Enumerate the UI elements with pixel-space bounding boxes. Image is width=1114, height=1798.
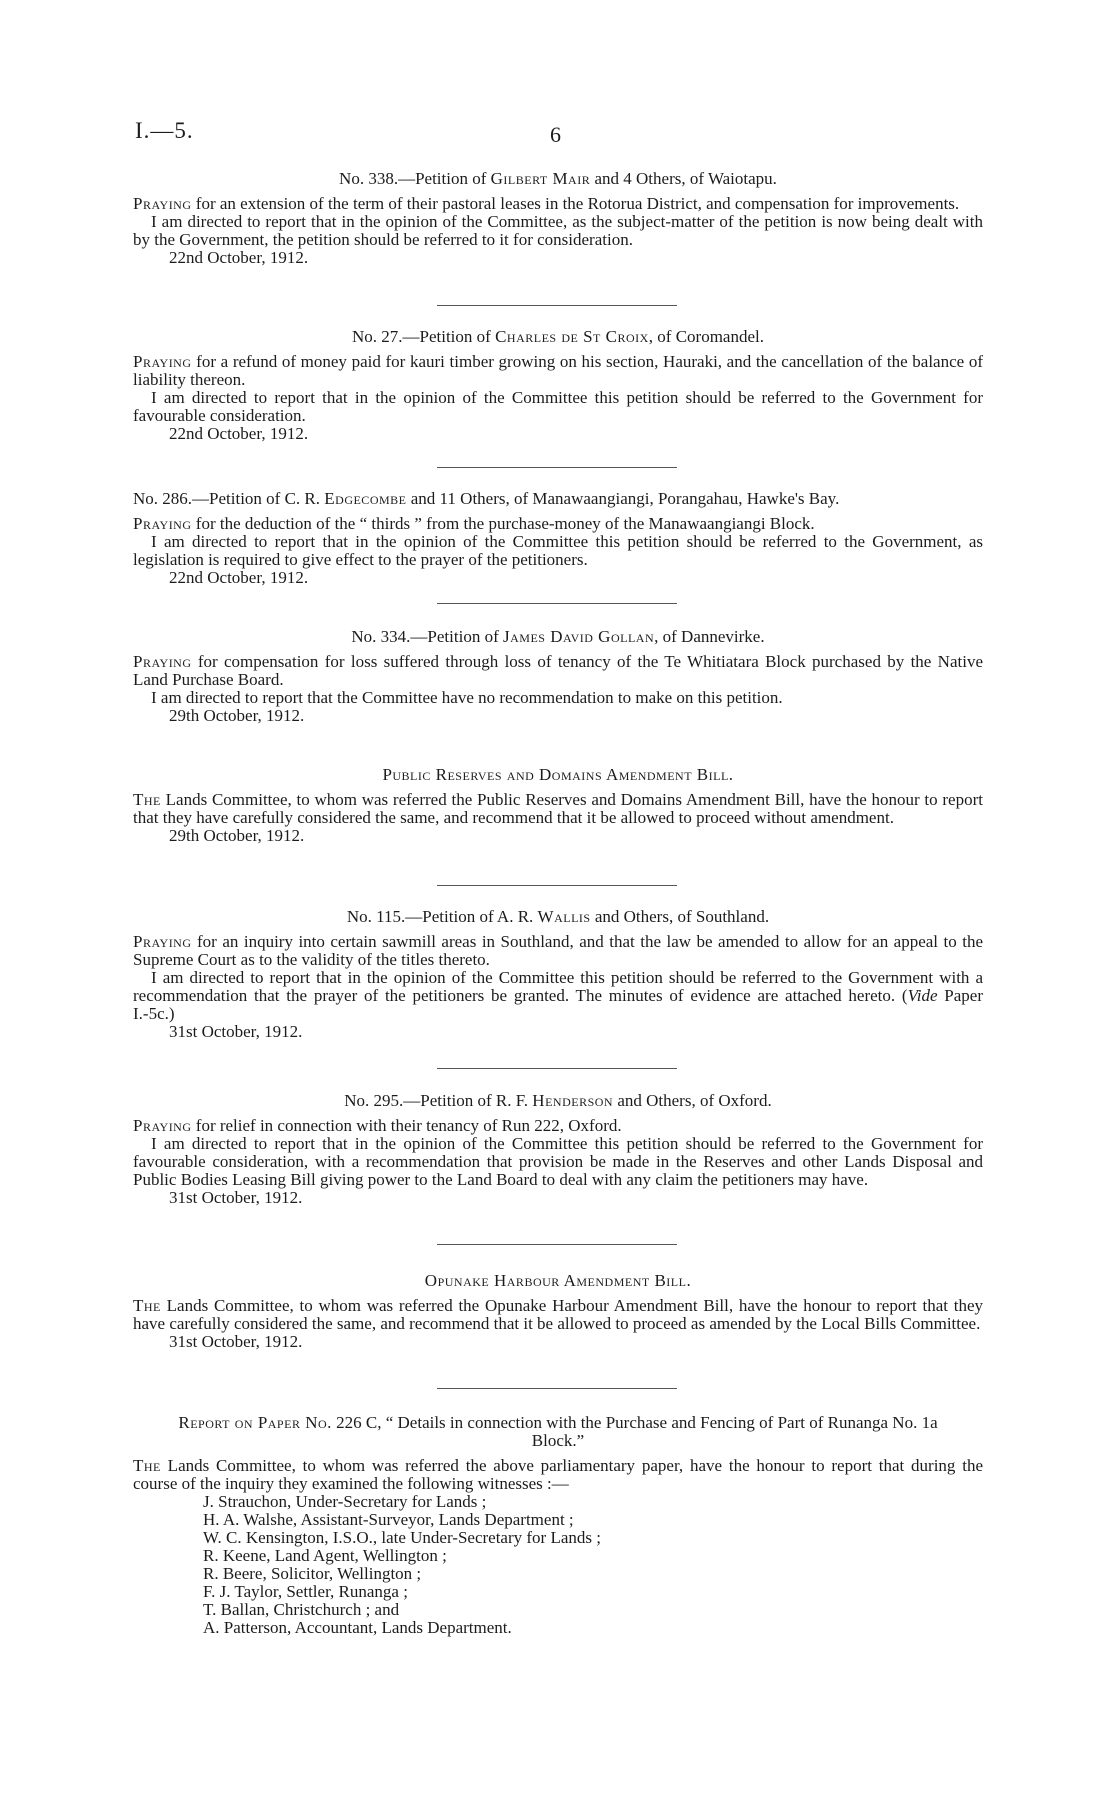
report-paragraph: I am directed to report that in the opinion of the Committee this petition should be referred to the Government for favourable consideration. bbox=[133, 388, 983, 425]
report-date: 22nd October, 1912. bbox=[169, 568, 309, 587]
petition-heading: No. 334.—Petition of James David Gollan, of Dannevirke. bbox=[351, 627, 765, 646]
section-divider bbox=[437, 603, 677, 604]
report-date: 29th October, 1912. bbox=[169, 826, 305, 845]
petitioner-name: Wallis bbox=[537, 907, 591, 926]
bill-report-entry bbox=[133, 1272, 983, 1351]
paper-report-paragraph: The Lands Committee, to whom was referred the above parliamentary paper, have the honour to report that during the course of the inquiry they examined the following witnesses :— bbox=[133, 1456, 983, 1493]
report-paragraph: I am directed to report that in the opinion of the Committee this petition should be referred to the Government for favourable consideration, with a recommendation that provision be made in the Reserves and other Lands Disposal and Public Bodies Leasing Bill giving power to the Land Board to deal with any claim the petitioners may have. bbox=[133, 1134, 983, 1189]
bill-title: Opunake Harbour Amendment Bill. bbox=[424, 1271, 692, 1290]
petition-entry bbox=[133, 328, 983, 443]
witness-item: A. Patterson, Accountant, Lands Department. bbox=[203, 1618, 512, 1637]
petitioner-name: Gilbert Mair bbox=[490, 169, 591, 188]
bill-title: Public Reserves and Domains Amendment Bill. bbox=[382, 765, 734, 784]
section-divider bbox=[437, 1388, 677, 1389]
witness-item: J. Strauchon, Under-Secretary for Lands ; bbox=[203, 1492, 487, 1511]
document-reference: I.—5. bbox=[135, 118, 194, 143]
petition-heading: No. 338.—Petition of Gilbert Mair and 4 Others, of Waiotapu. bbox=[339, 169, 777, 188]
petitioner-name: James David Gollan bbox=[503, 627, 655, 646]
report-paragraph: I am directed to report that in the opinion of the Committee this petition should be referred to the Government with a recommendation that the prayer of the petitioners be granted. The minutes of evidence are attached hereto. (Vide Paper I.-5c.) bbox=[133, 968, 983, 1023]
praying-paragraph: Praying for an extension of the term of their pastoral leases in the Rotorua District, and compensation for improvements. bbox=[133, 194, 960, 213]
praying-paragraph: Praying for a refund of money paid for kauri timber growing on his section, Hauraki, and the cancellation of the balance of liability thereon. bbox=[133, 352, 983, 389]
petition-heading: No. 27.—Petition of Charles de St Croix, of Coromandel. bbox=[351, 327, 764, 346]
report-paragraph: I am directed to report that in the opinion of the Committee this petition should be referred to the Government, as legislation is required to give effect to the prayer of the petitioners. bbox=[133, 532, 983, 569]
report-date: 29th October, 1912. bbox=[169, 706, 305, 725]
report-paragraph: I am directed to report that the Committee have no recommendation to make on this petition. bbox=[151, 688, 783, 707]
report-date: 31st October, 1912. bbox=[169, 1188, 303, 1207]
section-divider bbox=[437, 467, 677, 468]
petitioner-name: Henderson bbox=[532, 1091, 614, 1110]
section-divider bbox=[437, 1244, 677, 1245]
section-divider bbox=[437, 1068, 677, 1069]
praying-paragraph: Praying for compensation for loss suffered through loss of tenancy of the Te Whitiatara Block purchased by the Native Land Purchase Board. bbox=[133, 652, 983, 689]
petition-entry bbox=[133, 170, 983, 267]
bill-report-paragraph: The Lands Committee, to whom was referred the Opunake Harbour Amendment Bill, have the honour to report that they have carefully considered the same, and recommend that it be allowed to proceed as amended by the Local Bills Committee. bbox=[133, 1296, 983, 1333]
section-divider bbox=[437, 885, 677, 886]
praying-paragraph: Praying for an inquiry into certain sawmill areas in Southland, and that the law be amended to allow for an appeal to the Supreme Court as to the validity of the titles thereto. bbox=[133, 932, 983, 969]
petition-entry bbox=[133, 628, 983, 725]
report-date: 22nd October, 1912. bbox=[169, 248, 309, 267]
bill-report-entry bbox=[133, 766, 983, 845]
witness-item: H. A. Walshe, Assistant-Surveyor, Lands Department ; bbox=[203, 1510, 574, 1529]
report-date: 22nd October, 1912. bbox=[169, 424, 309, 443]
bill-report-paragraph: The Lands Committee, to whom was referred the Public Reserves and Domains Amendment Bill, have the honour to report that they have carefully considered the same, and recommend that it be allowed to proceed without amendment. bbox=[133, 790, 983, 827]
petition-heading: No. 115.—Petition of A. R. Wallis and Others, of Southland. bbox=[346, 907, 770, 926]
petition-entry bbox=[133, 490, 983, 587]
petition-heading: No. 286.—Petition of C. R. Edgecombe and 11 Others, of Manawaangiangi, Porangahau, Hawke's Bay. bbox=[133, 489, 840, 508]
witness-item: R. Beere, Solicitor, Wellington ; bbox=[203, 1564, 422, 1583]
section-divider bbox=[437, 305, 677, 306]
report-date: 31st October, 1912. bbox=[169, 1332, 303, 1351]
petitioner-name: Edgecombe bbox=[324, 489, 407, 508]
petitioner-name: Charles de St Croix bbox=[495, 327, 649, 346]
paper-report-title: Report on Paper No. 226 C, “ Details in connection with the Purchase and Fencing of Part of Runanga No. 1a Block.” bbox=[178, 1413, 938, 1450]
page-number: 6 bbox=[550, 122, 561, 147]
petition-entry bbox=[133, 1092, 983, 1207]
petition-heading: No. 295.—Petition of R. F. Henderson and Others, of Oxford. bbox=[344, 1091, 772, 1110]
praying-paragraph: Praying for the deduction of the “ thirds ” from the purchase-money of the Manawaangiangi Block. bbox=[133, 514, 815, 533]
witness-item: T. Ballan, Christchurch ; and bbox=[203, 1600, 400, 1619]
witness-item: F. J. Taylor, Settler, Runanga ; bbox=[203, 1582, 408, 1601]
praying-paragraph: Praying for relief in connection with their tenancy of Run 222, Oxford. bbox=[133, 1116, 622, 1135]
paper-report-entry bbox=[133, 1414, 983, 1637]
report-paragraph: I am directed to report that in the opinion of the Committee, as the subject-matter of the petition is now being dealt with by the Government, the petition should be referred to it for consideration. bbox=[133, 212, 983, 249]
witness-item: W. C. Kensington, I.S.O., late Under-Secretary for Lands ; bbox=[203, 1528, 601, 1547]
witness-item: R. Keene, Land Agent, Wellington ; bbox=[203, 1546, 447, 1565]
petition-entry bbox=[133, 908, 983, 1041]
witness-list bbox=[133, 1493, 983, 1637]
report-date: 31st October, 1912. bbox=[169, 1022, 303, 1041]
